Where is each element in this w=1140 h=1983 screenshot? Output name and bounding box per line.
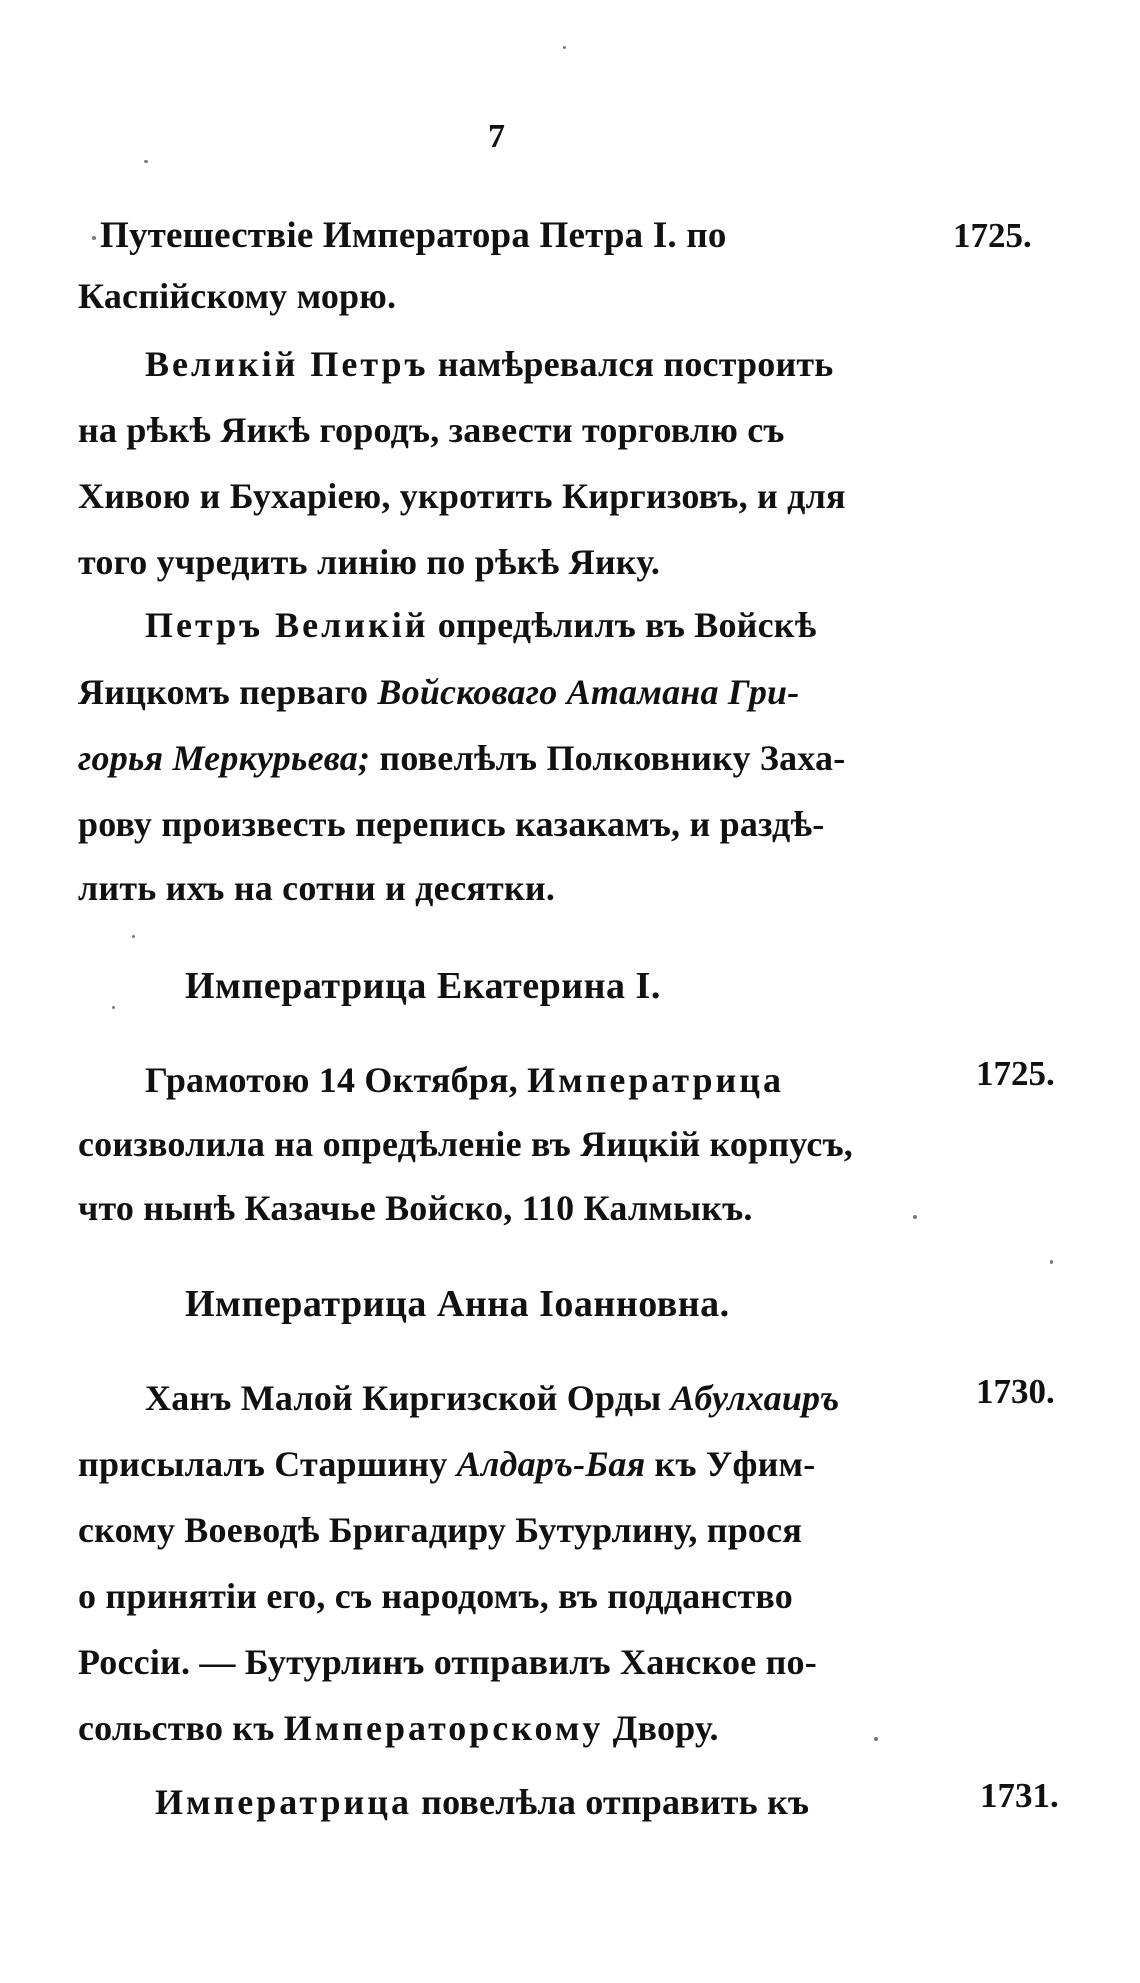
print-speck xyxy=(1050,1260,1053,1264)
text-line: Хивою и Бухаріею, укротить Киргизовъ, и для xyxy=(78,476,846,516)
text-run: Путешествіе Императора Петра I. по xyxy=(100,215,727,256)
year-marginal: 1725. xyxy=(953,216,1032,255)
text-run-italic: Алдаръ-Бая xyxy=(456,1444,646,1484)
print-speck xyxy=(563,46,566,49)
text-line: скому Воеводѣ Бригадиру Бутурлину, прося xyxy=(78,1510,802,1550)
text-run-spaced: Императрица xyxy=(527,1060,785,1100)
text-line: Каспійскому морю. xyxy=(78,276,397,316)
page-number: 7 xyxy=(488,118,505,155)
text-line xyxy=(100,214,727,258)
text-line: Россіи. — Бутурлинъ отправилъ Ханское по- xyxy=(78,1642,817,1682)
text-run: Грамотою 14 Октября, xyxy=(145,1060,528,1100)
text-run: намѣревался построить xyxy=(428,344,834,384)
text-run: присылалъ Старшину xyxy=(78,1444,457,1484)
print-speck xyxy=(132,935,135,938)
text-run-spaced: Императорскому xyxy=(283,1708,604,1748)
text-run-italic: Войсковаго Атамана Гри- xyxy=(377,672,800,712)
text-line: на рѣкѣ Яикѣ городъ, завести торговлю съ xyxy=(78,410,785,450)
text-line xyxy=(78,736,845,780)
text-run: сольство къ xyxy=(78,1708,284,1748)
text-run-italic: Абулхаиръ xyxy=(670,1378,840,1418)
text-run: Двору. xyxy=(603,1708,719,1748)
year-marginal: 1731. xyxy=(980,1776,1059,1815)
text-run-italic: горья Меркурьева; xyxy=(78,738,371,778)
section-heading: Императрица Анна Іоанновна. xyxy=(185,1283,730,1325)
print-speck xyxy=(144,160,148,163)
text-line xyxy=(145,342,834,386)
text-run: Ханъ Малой Киргизской Орды xyxy=(145,1378,671,1418)
print-speck xyxy=(112,1006,115,1009)
year-marginal: 1725. xyxy=(976,1054,1055,1093)
print-speck xyxy=(874,1737,878,1741)
text-run: повелѣла отправить къ xyxy=(411,1782,810,1822)
text-line xyxy=(145,603,817,647)
print-speck xyxy=(913,1215,917,1219)
text-run: опредѣлилъ въ Войскѣ xyxy=(428,605,817,645)
text-line: соизволила на опредѣленіе въ Яицкій корпусъ, xyxy=(78,1124,853,1164)
print-speck xyxy=(92,236,96,240)
text-line: лить ихъ на сотни и десятки. xyxy=(78,868,556,908)
text-line: что нынѣ Казачье Войско, 110 Калмыкъ. xyxy=(78,1188,753,1228)
text-run-spaced: Великій Петръ xyxy=(145,344,429,384)
text-line: о принятіи его, съ народомъ, въ подданство xyxy=(78,1576,793,1616)
text-run-spaced: Петръ Великій xyxy=(145,605,429,645)
text-line: того учредить линію по рѣкѣ Яику. xyxy=(78,542,661,582)
text-line xyxy=(78,1706,719,1750)
text-run: повелѣлъ Полковнику Заха- xyxy=(370,738,846,778)
year-marginal: 1730. xyxy=(976,1372,1055,1411)
text-line xyxy=(78,1442,815,1486)
text-run: къ Уфим- xyxy=(645,1444,816,1484)
text-line: рову произвесть перепись казакамъ, и раздѣ- xyxy=(78,804,825,844)
text-run: Яицкомъ перваго xyxy=(78,672,378,712)
text-line xyxy=(145,1058,784,1102)
text-line xyxy=(145,1376,839,1420)
text-line xyxy=(78,670,799,714)
text-line xyxy=(155,1780,809,1824)
text-run-spaced: Императрица xyxy=(155,1782,412,1822)
section-heading: Императрица Екатерина I. xyxy=(185,965,661,1007)
